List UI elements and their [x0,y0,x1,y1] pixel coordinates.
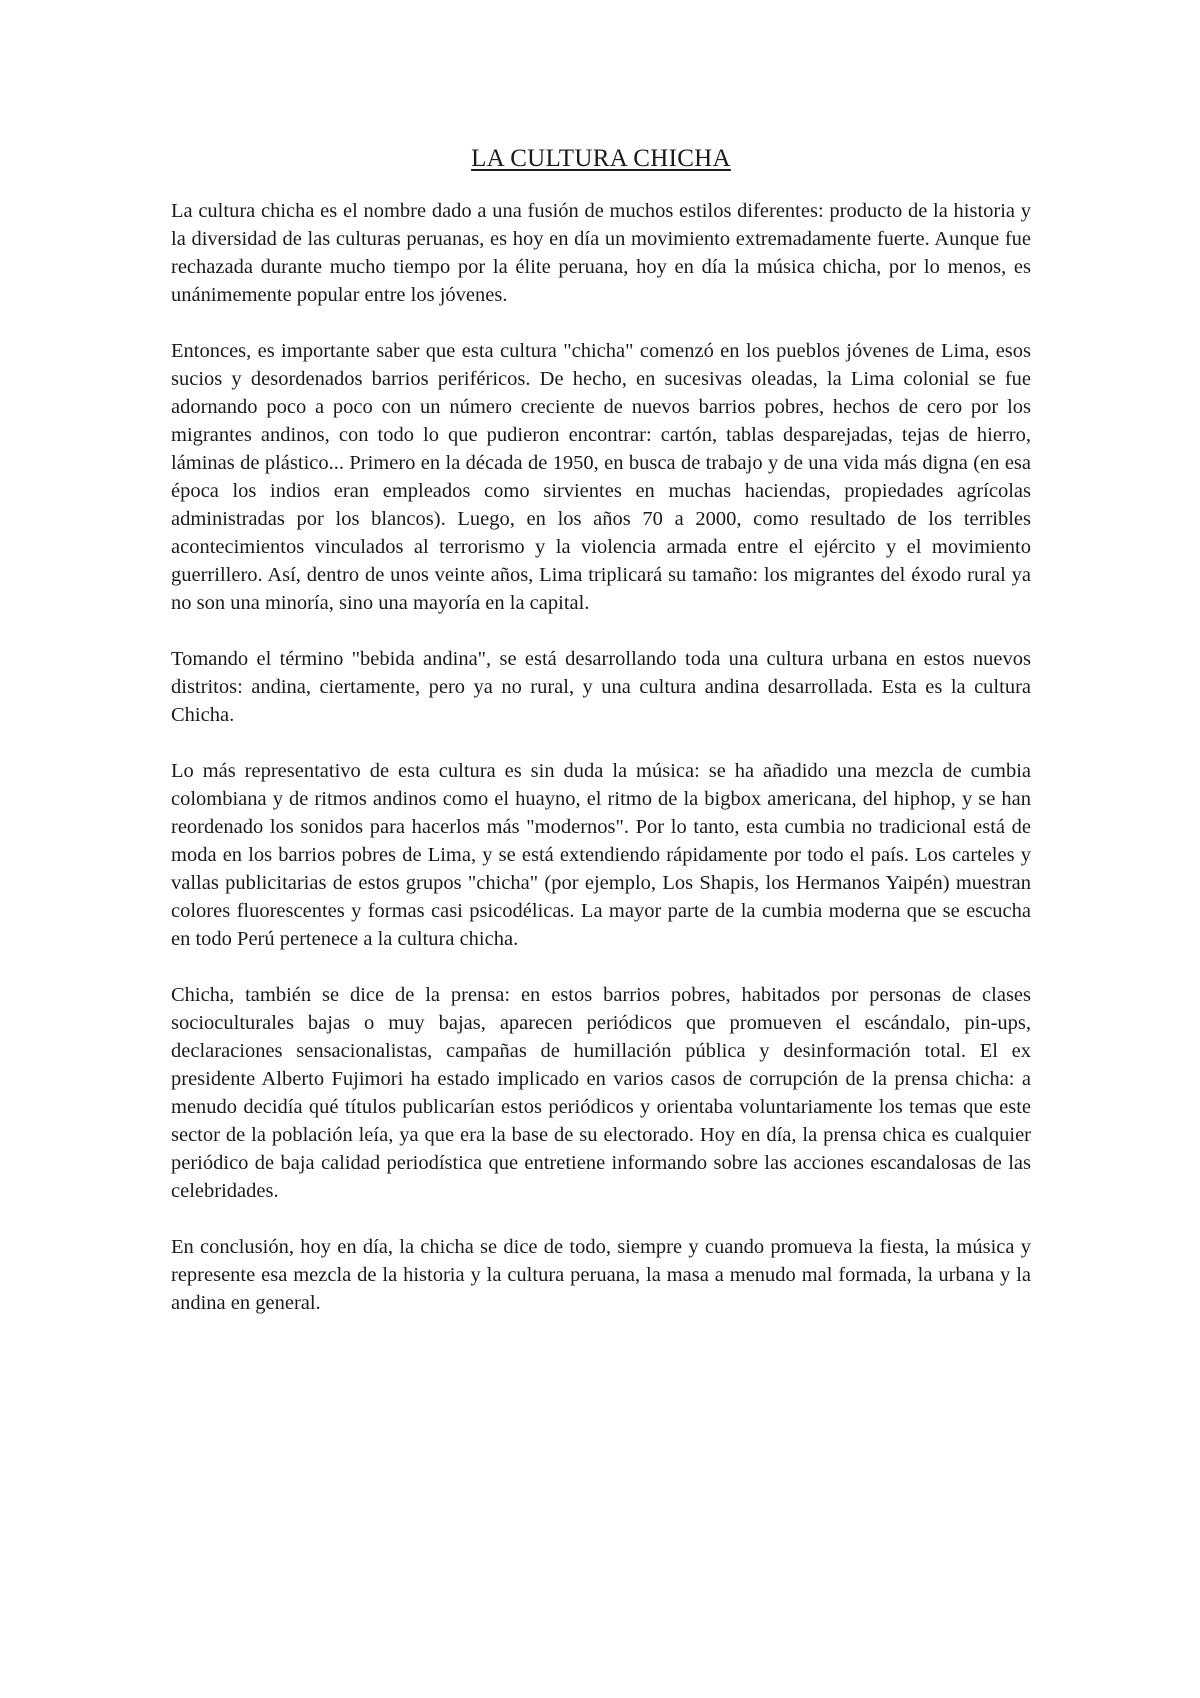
paragraph-term: Tomando el término "bebida andina", se está desarrollando toda una cultura urbana en estos nuevos distritos: andina, ciertamente, pero ya no rural, y una cultura andina desarrollada. Esta es la cultura Chicha. [171,648,1031,726]
paragraph-conclusion: En conclusión, hoy en día, la chicha se dice de todo, siempre y cuando promueva la fiesta, la música y represente esa mezcla de la historia y la cultura peruana, la masa a menudo mal formada, la urbana y la andina en general. [171,1236,1031,1314]
document-title: LA CULTURA CHICHA [471,145,731,172]
paragraph-origins: Entonces, es importante saber que esta cultura "chicha" comenzó en los pueblos jóvenes de Lima, esos sucios y desordenados barrios periféricos. De hecho, en sucesivas oleadas, la Lima colonial se fue adornando poco a poco con un número creciente de nuevos barrios pobres, hechos de cero por los migrantes andinos, con todo lo que pudieron encontrar: cartón, tablas desparejadas, tejas de hierro, láminas de plástico... Primero en la década de 1950, en busca de trabajo y de una vida más digna (en esa época los indios eran empleados como sirvientes en muchas haciendas, propiedades agrícolas administradas por los blancos). Luego, en los años 70 a 2000, como resultado de los terribles acontecimientos vinculados al terrorismo y la violencia armada entre el ejército y el movimiento guerrillero. Así, dentro de unos veinte años, Lima triplicará su tamaño: los migrantes del éxodo rural ya no son una minoría, sino una mayoría en la capital. [171,340,1031,614]
paragraph-music: Lo más representativo de esta cultura es sin duda la música: se ha añadido una mezcla de cumbia colombiana y de ritmos andinos como el huayno, el ritmo de la bigbox americana, del hiphop, y se han reordenado los sonidos para hacerlos más "modernos". Por lo tanto, esta cumbia no tradicional está de moda en los barrios pobres de Lima, y se está extendiendo rápidamente por todo el país. Los carteles y vallas publicitarias de estos grupos "chicha" (por ejemplo, Los Shapis, los Hermanos Yaipén) muestran colores fluorescentes y formas casi psicodélicas. La mayor parte de la cumbia moderna que se escucha en todo Perú pertenece a la cultura chicha. [171,760,1031,950]
paragraph-press: Chicha, también se dice de la prensa: en estos barrios pobres, habitados por personas de clases socioculturales bajas o muy bajas, aparecen periódicos que promueven el escándalo, pin-ups, declaraciones sensacionalistas, campañas de humillación pública y desinformación total. El ex presidente Alberto Fujimori ha estado implicado en varios casos de corrupción de la prensa chicha: a menudo decidía qué títulos publicarían estos periódicos y orientaba voluntariamente los temas que este sector de la población leía, ya que era la base de su electorado. Hoy en día, la prensa chica es cualquier periódico de baja calidad periodística que entretiene informando sobre las acciones escandalosas de las celebridades. [171,984,1031,1202]
paragraph-intro: La cultura chicha es el nombre dado a una fusión de muchos estilos diferentes: producto de la historia y la diversidad de las culturas peruanas, es hoy en día un movimiento extremadamente fuerte. Aunque fue rechazada durante mucho tiempo por la élite peruana, hoy en día la música chicha, por lo menos, es unánimemente popular entre los jóvenes. [171,200,1031,306]
document-page [171,143,1031,1345]
